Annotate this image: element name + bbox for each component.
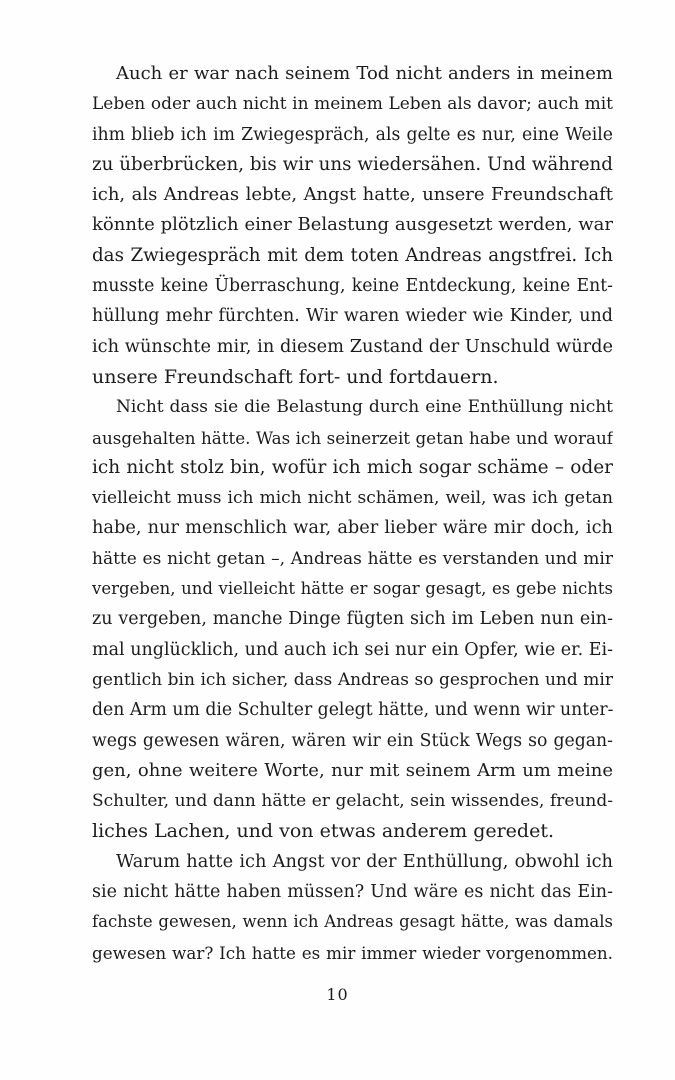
text-line: gentlich bin ich sicher, dass Andreas so gesprochen und mir (92, 669, 613, 690)
text-line: wegs gewesen wären, wären wir ein Stück Wegs so gegan- (92, 730, 613, 751)
text-line: mal unglücklich, und auch ich sei nur ein Opfer, wie er. Ei- (92, 639, 613, 660)
text-line: könnte plötzlich einer Belastung ausgesetzt werden, war (92, 214, 613, 236)
text-line: unsere Freundschaft fort- und fortdauern. (92, 365, 499, 388)
text-line: hüllung mehr fürchten. Wir waren wieder wie Kinder, und (92, 306, 613, 327)
body-text (92, 59, 613, 968)
text-line: das Zwiegespräch mit dem toten Andreas angstfrei. Ich (92, 244, 613, 266)
text-line: zu vergeben, manche Dinge fügten sich im Leben nun ein- (92, 609, 613, 630)
paragraph-2 (92, 392, 613, 846)
text-line: habe, nur menschlich war, aber lieber wäre mir doch, ich (92, 518, 613, 539)
text-line: Warum hatte ich Angst vor der Enthüllung, obwohl ich (116, 851, 613, 872)
text-line: den Arm um die Schulter gelegt hätte, und wenn wir unter- (92, 700, 613, 721)
text-line: ich wünschte mir, in diesem Zustand der Unschuld würde (92, 336, 613, 357)
text-line: zu überbrücken, bis wir uns wiedersähen. Und während (92, 153, 613, 175)
text-line: vielleicht muss ich mich nicht schämen, weil, was ich getan (92, 488, 613, 509)
text-line: sie nicht hätte haben müssen? Und wäre es nicht das Ein- (92, 882, 613, 903)
text-line: musste keine Überraschung, keine Entdeckung, keine Ent- (92, 276, 613, 297)
paragraph-1 (92, 59, 613, 392)
text-line: liches Lachen, und von etwas anderem geredet. (92, 820, 555, 843)
text-line: fachste gewesen, wenn ich Andreas gesagt hätte, was damals (92, 912, 613, 932)
paragraph-3 (92, 847, 613, 968)
text-line: ihm blieb ich im Zwiegespräch, als gelte es nur, eine Weile (92, 124, 613, 145)
page-number: 10 (326, 985, 349, 1004)
text-line: gen, ohne weitere Worte, nur mit seinem Arm um meine (92, 759, 613, 781)
text-line: ausgehalten hätte. Was ich seinerzeit getan habe und worauf (92, 427, 613, 448)
text-line: Schulter, und dann hätte er gelacht, sein wissendes, freund- (92, 791, 613, 812)
text-line: ich, als Andreas lebte, Angst hatte, unsere Freundschaft (92, 184, 613, 206)
text-line: gewesen war? Ich hatte es mir immer wieder vorgenommen. (92, 942, 613, 963)
text-line: hätte es nicht getan –, Andreas hätte es verstanden und mir (92, 548, 613, 569)
text-line: Leben oder auch nicht in meinem Leben als davor; auch mit (92, 94, 613, 115)
text-line: Nicht dass sie die Belastung durch eine Enthüllung nicht (116, 397, 613, 418)
text-line: Auch er war nach seinem Tod nicht anders in meinem (116, 63, 613, 84)
text-line: ich nicht stolz bin, wofür ich mich sogar schäme – oder (92, 456, 613, 478)
text-line: vergeben, und vielleicht hätte er sogar gesagt, es gebe nichts (92, 579, 613, 599)
